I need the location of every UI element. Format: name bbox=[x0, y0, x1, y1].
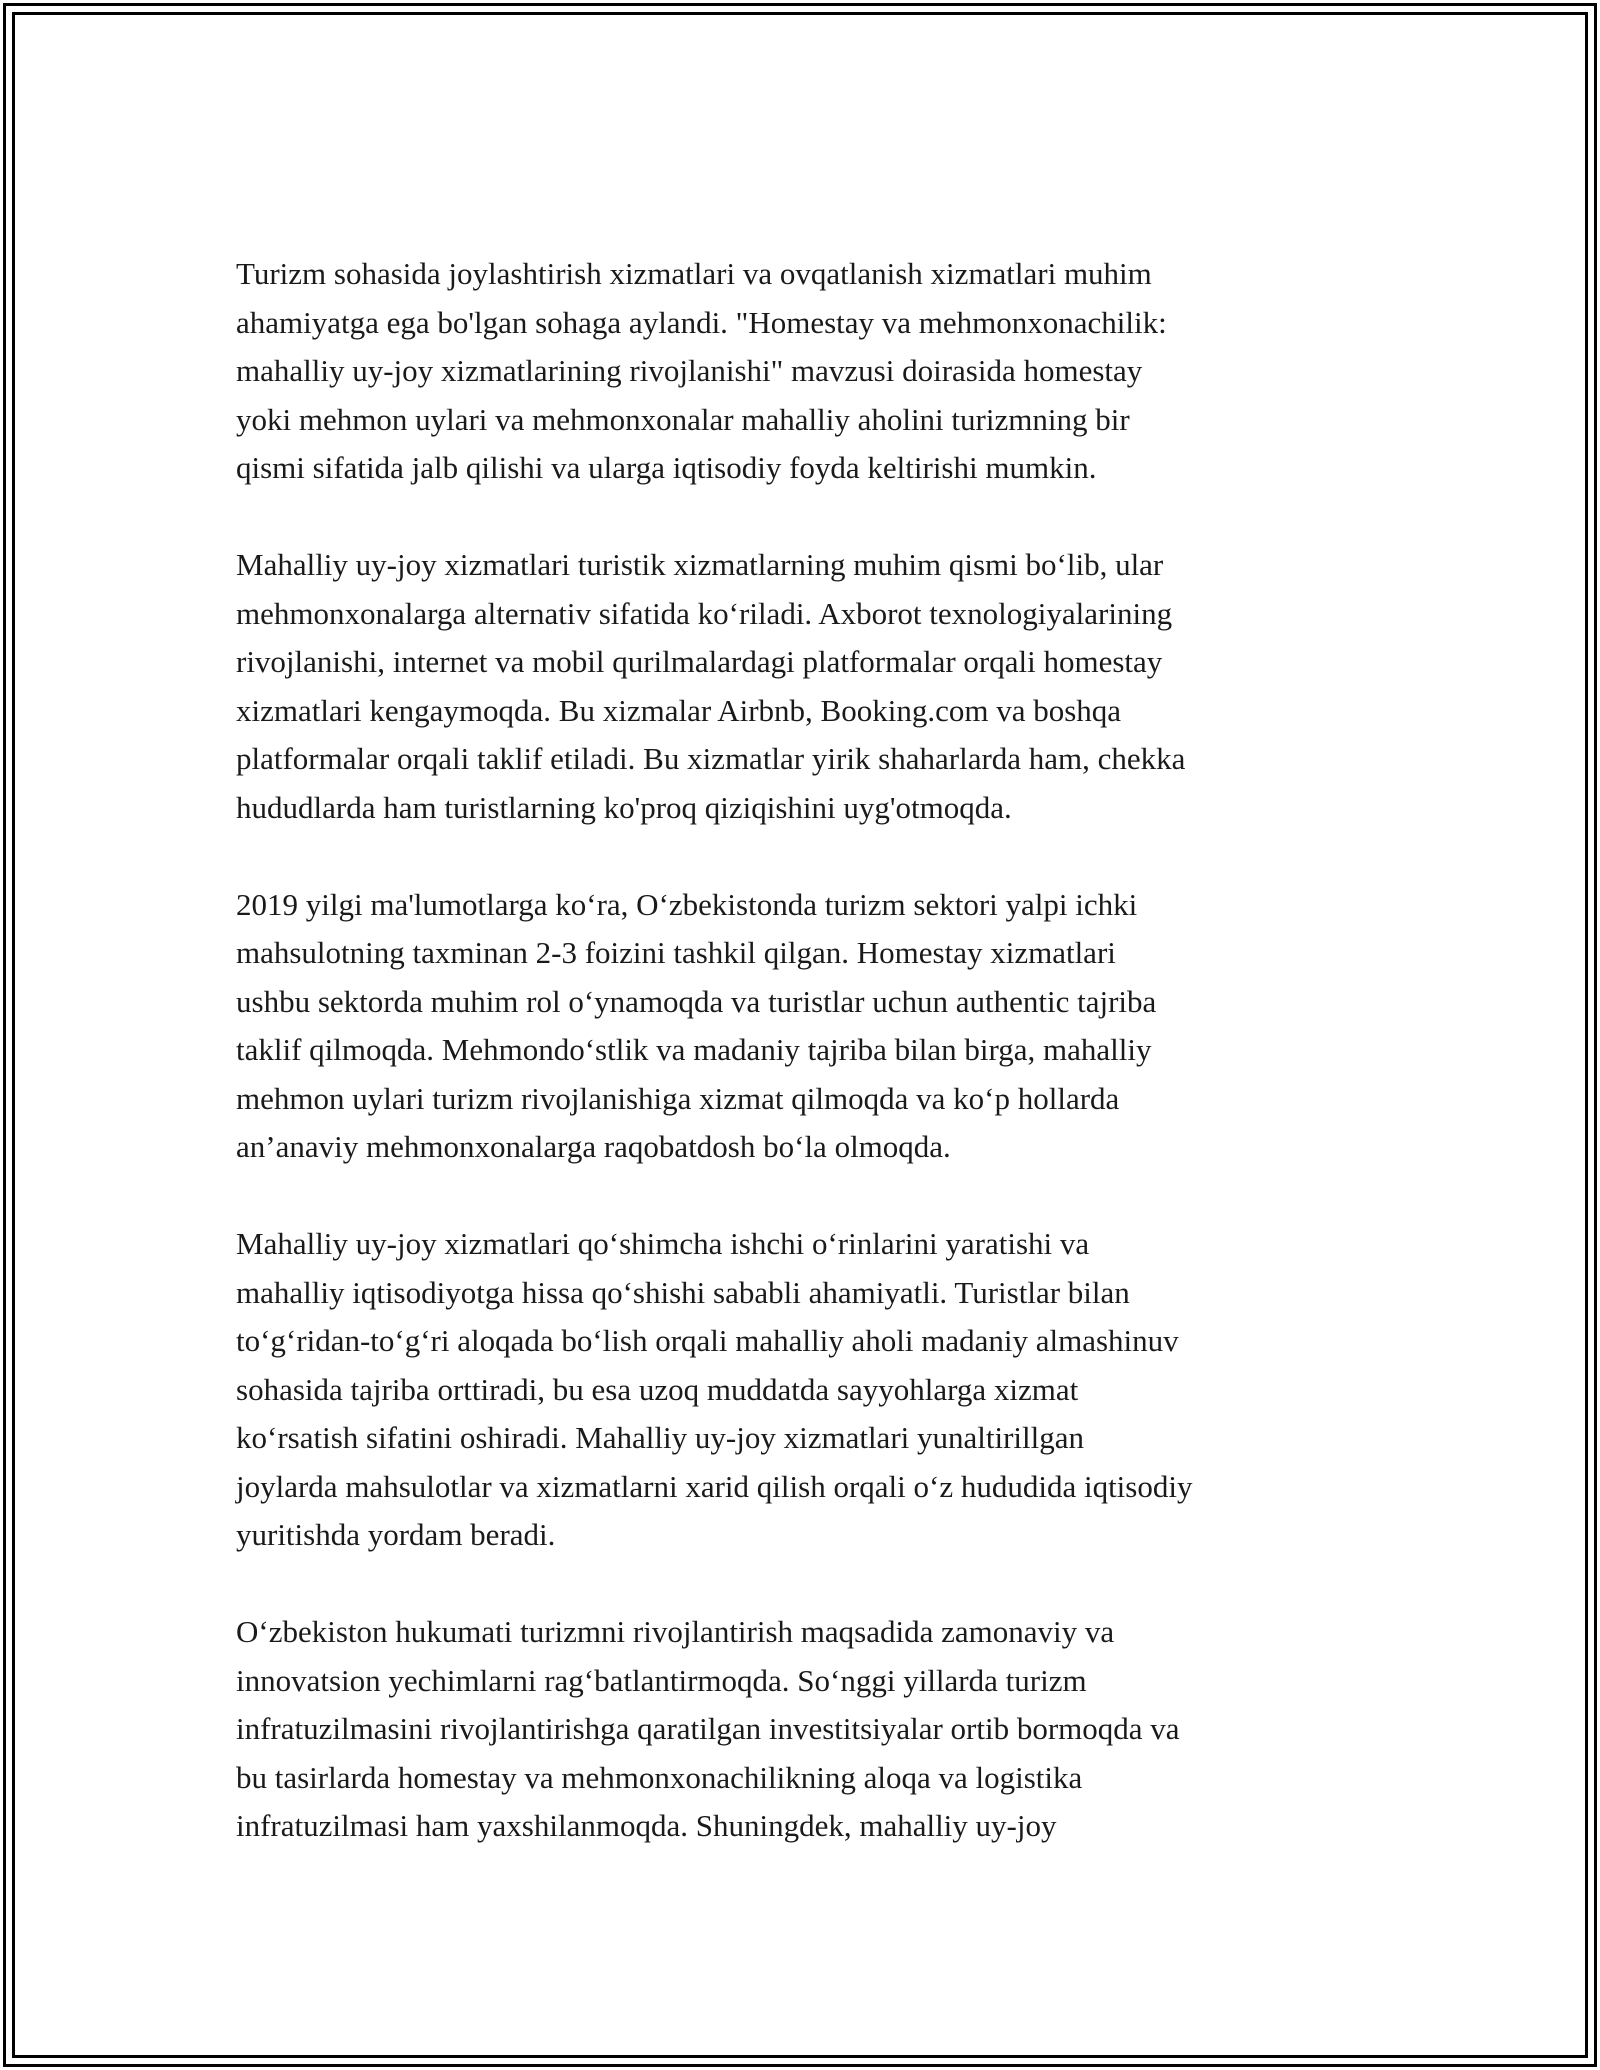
text-line: xizmatlari kengaymoqda. Bu xizmalar Airbnb, Booking.com va boshqa bbox=[236, 692, 1122, 728]
text-line: mahalliy uy-joy xizmatlarining rivojlanishi" mavzusi doirasida homestay bbox=[236, 353, 1143, 388]
paragraph-1 bbox=[236, 250, 1396, 493]
text-line: O‘zbekiston hukumati turizmni rivojlantirish maqsadida zamonaviy va bbox=[236, 1614, 1115, 1649]
text-line: ko‘rsatish sifatini oshiradi. Mahalliy uy-joy xizmatlari yunaltirillgan bbox=[236, 1420, 1085, 1455]
text-line: yoki mehmon uylari va mehmonxonalar mahalliy aholini turizmning bir bbox=[236, 401, 1130, 437]
text-line: to‘g‘ridan-to‘g‘ri aloqada bo‘lish orqali mahalliy aholi madaniy almashinuv bbox=[236, 1323, 1179, 1358]
text-line: Mahalliy uy-joy xizmatlari qo‘shimcha ishchi o‘rinlarini yaratishi va bbox=[236, 1226, 1090, 1261]
text-line: an’anaviy mehmonxonalarga raqobatdosh bo‘la olmoqda. bbox=[236, 1129, 951, 1164]
paragraph-2 bbox=[236, 541, 1396, 832]
text-line: ahamiyatga ega bo'lgan sohaga aylandi. "Homestay va mehmonxonachilik: bbox=[236, 304, 1167, 340]
text-line: platformalar orqali taklif etiladi. Bu xizmatlar yirik shaharlarda ham, chekka bbox=[236, 741, 1186, 776]
text-line: mahsulotning taxminan 2-3 foizini tashkil qilgan. Homestay xizmatlari bbox=[236, 935, 1116, 970]
text-line: infratuzilmasini rivojlantirishga qaratilgan investitsiyalar ortib bormoqda va bbox=[236, 1711, 1180, 1746]
text-line: yuritishda yordam beradi. bbox=[236, 1517, 556, 1552]
text-line: 2019 yilgi ma'lumotlarga ko‘ra, O‘zbekistonda turizm sektori yalpi ichki bbox=[236, 886, 1138, 922]
text-line: joylarda mahsulotlar va xizmatlarni xarid qilish orqali o‘z hududida iqtisodiy bbox=[236, 1468, 1193, 1504]
text-line: hududlarda ham turistlarning ko'proq qiziqishini uyg'otmoqda. bbox=[236, 789, 1012, 825]
text-line: infratuzilmasi ham yaxshilanmoqda. Shuningdek, mahalliy uy-joy bbox=[236, 1808, 1057, 1843]
text-line: Turizm sohasida joylashtirish xizmatlari va ovqatlanish xizmatlari muhim bbox=[236, 256, 1152, 291]
text-line: mahalliy iqtisodiyotga hissa qo‘shishi sababli ahamiyatli. Turistlar bilan bbox=[236, 1274, 1130, 1310]
text-line: ushbu sektorda muhim rol o‘ynamoqda va turistlar uchun authentic tajriba bbox=[236, 983, 1157, 1019]
document-body bbox=[236, 250, 1396, 1851]
text-line: sohasida tajriba orttiradi, bu esa uzoq muddatda sayyohlarga xizmat bbox=[236, 1371, 1079, 1407]
paragraph-4 bbox=[236, 1220, 1396, 1560]
paragraph-3 bbox=[236, 881, 1396, 1172]
text-line: innovatsion yechimlarni rag‘batlantirmoqda. So‘nggi yillarda turizm bbox=[236, 1662, 1087, 1698]
text-line: qismi sifatida jalb qilishi va ularga iqtisodiy foyda keltirishi mumkin. bbox=[236, 450, 1097, 485]
paragraph-5 bbox=[236, 1608, 1396, 1851]
text-line: rivojlanishi, internet va mobil qurilmalardagi platformalar orqali homestay bbox=[236, 644, 1163, 679]
text-line: mehmon uylari turizm rivojlanishiga xizmat qilmoqda va ko‘p hollarda bbox=[236, 1080, 1120, 1116]
text-line: bu tasirlarda homestay va mehmonxonachilikning aloqa va logistika bbox=[236, 1759, 1083, 1795]
text-line: mehmonxonalarga alternativ sifatida ko‘riladi. Axborot texnologiyalarining bbox=[236, 595, 1173, 631]
text-line: Mahalliy uy-joy xizmatlari turistik xizmatlarning muhim qismi bo‘lib, ular bbox=[236, 547, 1164, 582]
text-line: taklif qilmoqda. Mehmondo‘stlik va madaniy tajriba bilan birga, mahalliy bbox=[236, 1032, 1152, 1067]
